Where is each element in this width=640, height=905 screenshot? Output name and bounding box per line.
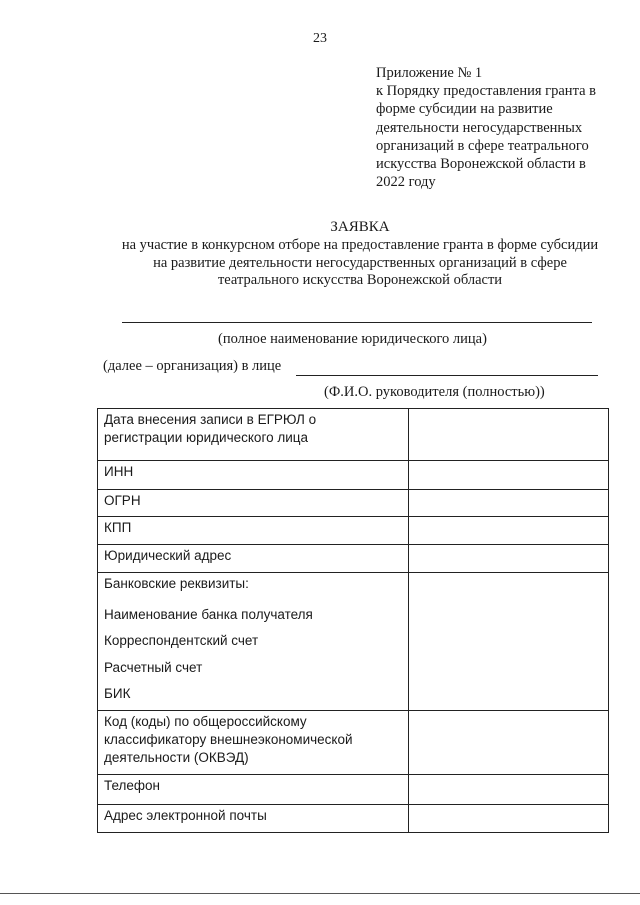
page-bottom-rule	[0, 893, 640, 894]
table-row	[98, 461, 609, 490]
subtitle-line: театрального искусства Воронежской области	[217, 272, 503, 289]
email-value-cell[interactable]	[409, 804, 609, 832]
ogrn-value-cell[interactable]	[409, 490, 609, 517]
appendix-line: организаций в сфере театрального	[376, 137, 589, 154]
head-name-caption: (Ф.И.О. руководителя (полностью))	[324, 384, 545, 400]
label-line: регистрации юридического лица	[104, 430, 308, 445]
table-row	[98, 710, 609, 774]
appendix-line: форме субсидии на развитие	[376, 101, 553, 118]
phone-value-cell[interactable]	[409, 774, 609, 804]
appendix-line: 2022 году	[376, 174, 436, 191]
table-row	[98, 409, 609, 461]
label-line: деятельности (ОКВЭД)	[104, 749, 249, 765]
bik-label: БИК	[104, 686, 131, 702]
label-line: Дата внесения записи в ЕГРЮЛ о	[104, 412, 317, 427]
okved-value-cell[interactable]	[409, 710, 609, 774]
legal-address-label: Юридический адрес	[98, 545, 409, 573]
bank-details-value-cell[interactable]	[409, 573, 609, 711]
full-name-caption: (полное наименование юридического лица)	[218, 331, 487, 347]
full-name-blank-line[interactable]	[122, 322, 592, 323]
settlement-account-label: Расчетный счет	[104, 659, 203, 675]
email-label: Адрес электронной почты	[98, 804, 409, 832]
organization-prefix: (далее – организация) в лице	[103, 358, 282, 374]
appendix-line: деятельности негосударственных	[376, 119, 583, 136]
correspondent-account-label: Корреспондентский счет	[104, 633, 259, 649]
label-line: классификатору внешнеэкономической	[104, 731, 353, 747]
document-subtitle	[110, 237, 610, 290]
table-row	[98, 545, 609, 573]
subtitle-line: на развитие деятельности негосударственных организаций в сфере	[153, 254, 567, 271]
bank-details-heading: Банковские реквизиты:	[104, 576, 249, 591]
appendix-note	[376, 64, 626, 191]
bank-name-label: Наименование банка получателя	[104, 606, 313, 622]
kpp-value-cell[interactable]	[409, 517, 609, 545]
inn-value-cell[interactable]	[409, 461, 609, 490]
legal-address-value-cell[interactable]	[409, 545, 609, 573]
table-row	[98, 573, 609, 711]
kpp-label: КПП	[98, 517, 409, 545]
table-row	[98, 804, 609, 832]
table-row	[98, 490, 609, 517]
registration-date-label	[98, 409, 409, 461]
appendix-line: к Порядку предоставления гранта в	[376, 83, 596, 100]
page-number: 23	[313, 31, 327, 46]
appendix-line: Приложение № 1	[376, 65, 483, 81]
inn-label: ИНН	[98, 461, 409, 490]
phone-label: Телефон	[98, 774, 409, 804]
table-row	[98, 517, 609, 545]
document-title: ЗАЯВКА	[330, 219, 390, 235]
appendix-line: искусства Воронежской области в	[376, 156, 586, 173]
bank-details-label	[98, 573, 409, 711]
application-details-table	[97, 408, 609, 833]
label-line: Код (коды) по общероссийскому	[104, 713, 307, 729]
okved-label	[98, 710, 409, 774]
ogrn-label: ОГРН	[98, 490, 409, 517]
subtitle-line: на участие в конкурсном отборе на предоставление гранта в форме субсидии	[121, 237, 599, 253]
table-row	[98, 774, 609, 804]
registration-date-value-cell[interactable]	[409, 409, 609, 461]
head-name-blank-line[interactable]	[296, 375, 598, 376]
